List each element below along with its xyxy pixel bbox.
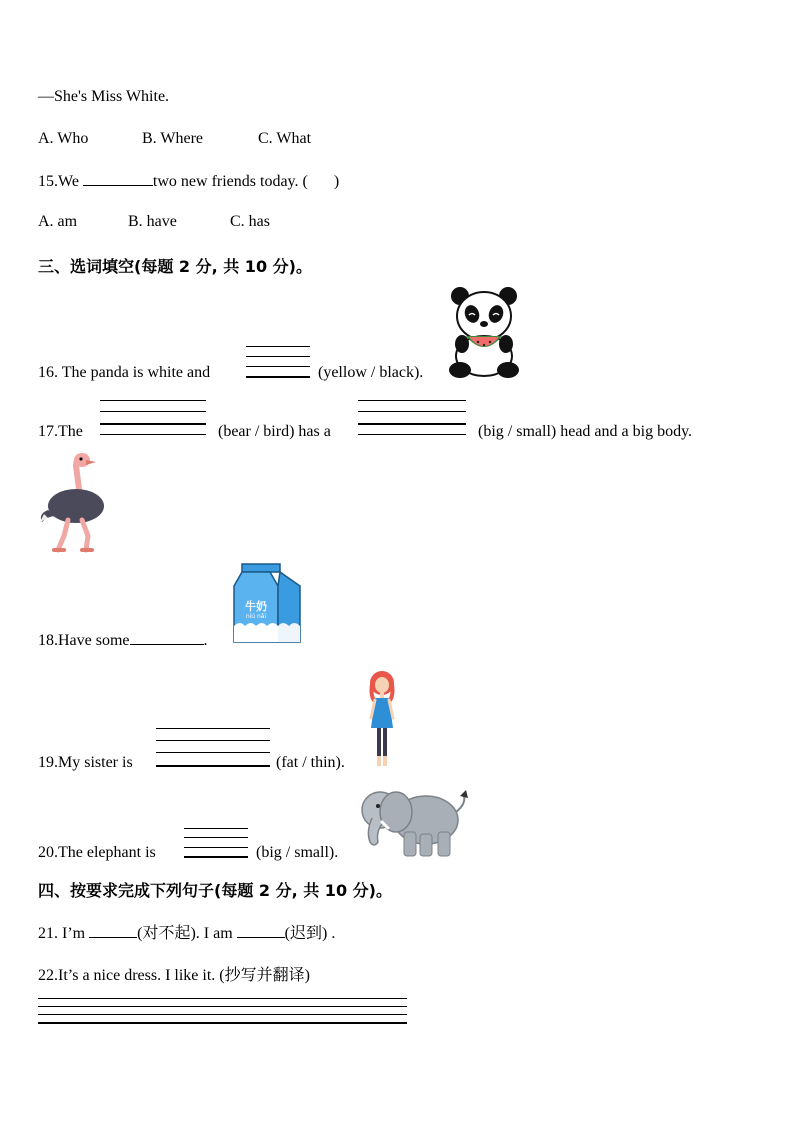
q18-text-post: . [203,632,208,649]
panda-image [448,286,520,380]
q15-number: 15. [38,173,58,190]
section-4-title: 四、按要求完成下列句子(每题 2 分, 共 10 分)。 [38,881,392,900]
q22-text: 22.It’s a nice dress. I like it. (抄写并翻译) [38,967,310,984]
q17-choices-2: (big / small) head and a big body. [478,423,693,440]
q15-option-c: C. has [230,213,270,230]
girl-image [364,670,400,770]
q19-writing-lines[interactable] [156,728,270,768]
q22-writing-lines[interactable] [38,998,407,1024]
q14-option-b: B. Where [142,130,204,147]
elephant-image [356,782,468,860]
q20-text: 20.The elephant is [38,844,156,861]
question-21 [38,920,335,943]
q17-writing-lines-2[interactable] [358,400,466,438]
q16-writing-lines[interactable] [246,346,310,380]
q16-text: 16. The panda is white and [38,364,211,381]
q18-blank[interactable] [130,630,204,645]
q15-text-pre: We [58,173,83,190]
q20-choices: (big / small). [256,844,339,861]
q21-text-b: (对不起). I am [137,925,233,942]
q19-text: 19.My sister is [38,754,133,771]
q17-writing-lines-1[interactable] [100,400,206,438]
q16-choices: (yellow / black). [318,364,424,381]
q15-text-post: two new friends today. ( [152,173,308,190]
question-18 [38,630,208,650]
question-15 [38,171,339,191]
milk-pinyin: niú nǎi [245,613,267,620]
q20-writing-lines[interactable] [184,828,248,860]
ostrich-image [38,452,108,556]
q21-blank-1[interactable] [89,923,137,938]
q18-text-pre: 18.Have some [38,632,130,649]
milk-carton-image [230,560,306,646]
q19-choices: (fat / thin). [276,754,345,771]
q21-text-c: (迟到) . [284,925,336,942]
section-3-title: 三、选词填空(每题 2 分, 共 10 分)。 [38,257,312,276]
q21-text-a: 21. I’m [38,925,86,942]
q21-blank-2[interactable] [237,923,285,938]
q14-answer-line: —She's Miss White. [38,88,170,105]
q15-blank[interactable] [83,171,153,186]
q17-choices-1: (bear / bird) has a [218,423,331,440]
q14-option-c: C. What [258,130,312,147]
q15-option-b: B. have [128,213,177,230]
q14-option-a: A. Who [38,130,89,147]
q17-text-pre: 17.The [38,423,83,440]
milk-label: 牛奶 [245,600,267,613]
q15-option-a: A. am [38,213,78,230]
q15-close-paren: ) [333,173,340,190]
